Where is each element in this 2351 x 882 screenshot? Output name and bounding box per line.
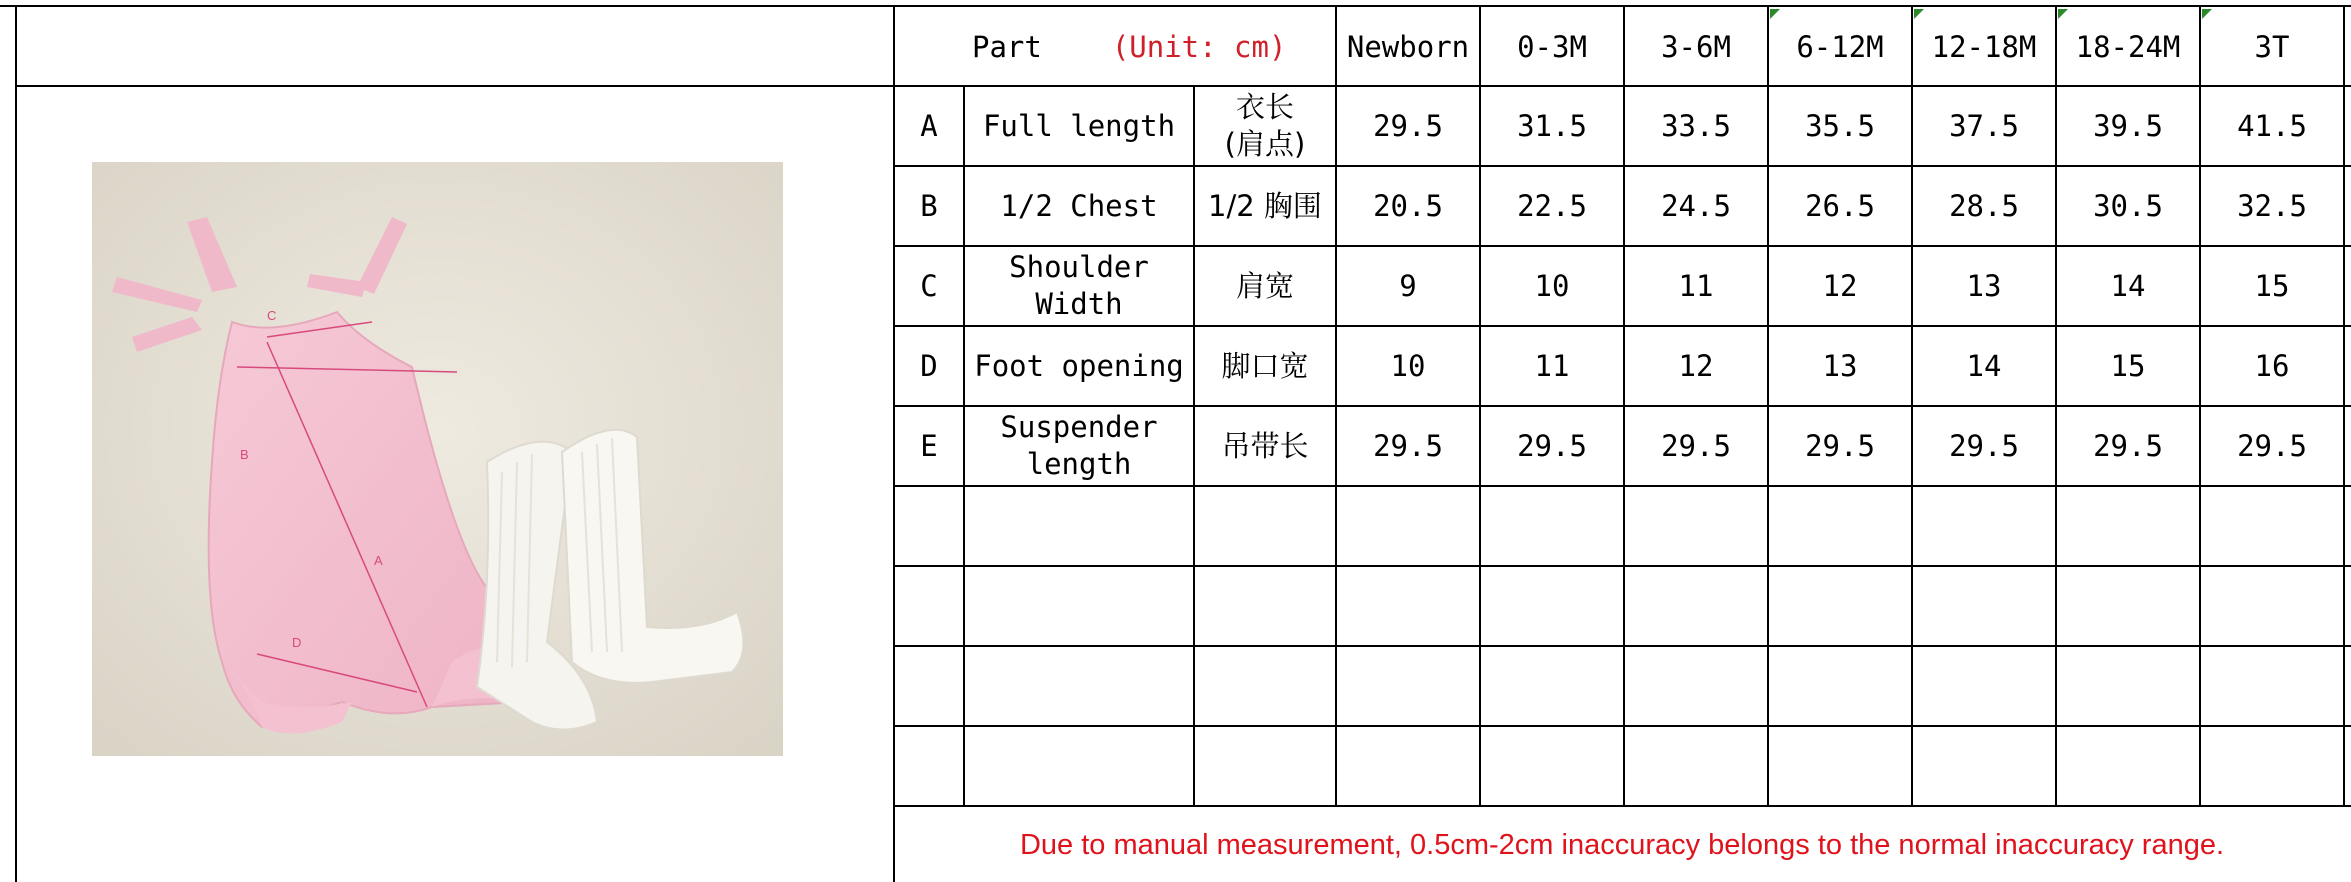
size-value-cell: 15 bbox=[2110, 348, 2146, 383]
grid-line bbox=[1623, 5, 1625, 807]
header-unit-label: (Unit: cm) bbox=[1111, 30, 1287, 64]
size-value-cell: 29.5 bbox=[1373, 108, 1443, 143]
size-value-cell: 20.5 bbox=[1373, 188, 1443, 223]
header-size-12-18m: 12-18M bbox=[1931, 29, 2037, 64]
size-value-cell: 33.5 bbox=[1661, 108, 1731, 143]
row-part-en: Foot opening bbox=[974, 348, 1184, 383]
header-part-label: Part bbox=[972, 30, 1042, 64]
product-photo bbox=[92, 162, 783, 756]
grid-line bbox=[1193, 85, 1195, 807]
row-part-en: Shoulder Width bbox=[1009, 250, 1149, 321]
size-value-cell: 12 bbox=[1678, 348, 1714, 383]
size-value-cell: 29.5 bbox=[2093, 428, 2163, 463]
cell-comment-marker bbox=[2202, 9, 2212, 19]
size-value-cell: 29.5 bbox=[1373, 428, 1443, 463]
size-value-cell: 11 bbox=[1678, 268, 1714, 303]
grid-line bbox=[893, 565, 2351, 567]
size-value-cell: 31.5 bbox=[1517, 108, 1587, 143]
cell-comment-marker bbox=[1914, 9, 1924, 19]
grid-line bbox=[893, 405, 2351, 407]
row-part-en: Suspender length bbox=[1000, 410, 1158, 481]
header-size-0-3m: 0-3M bbox=[1517, 29, 1587, 64]
grid-line bbox=[893, 5, 895, 882]
cell-comment-marker bbox=[1770, 9, 1780, 19]
grid-line bbox=[1335, 5, 1337, 807]
size-value-cell: 28.5 bbox=[1949, 188, 2019, 223]
header-size-3t: 3T bbox=[2254, 29, 2290, 64]
grid-line bbox=[2055, 5, 2057, 807]
size-value-cell: 41.5 bbox=[2237, 108, 2307, 143]
size-value-cell: 24.5 bbox=[1661, 188, 1731, 223]
size-value-cell: 37.5 bbox=[1949, 108, 2019, 143]
row-code: A bbox=[920, 108, 938, 143]
grid-top-line bbox=[0, 5, 2351, 7]
grid-line bbox=[1911, 5, 1913, 807]
grid-line bbox=[1479, 5, 1481, 807]
size-value-cell: 15 bbox=[2254, 268, 2290, 303]
grid-line bbox=[893, 645, 2351, 647]
label-a: A bbox=[374, 553, 383, 568]
row-part-zh: 吊带长 bbox=[1221, 428, 1309, 463]
size-value-cell: 13 bbox=[1822, 348, 1858, 383]
header-size-newborn: Newborn bbox=[1346, 29, 1470, 64]
size-value-cell: 14 bbox=[1966, 348, 2002, 383]
row-code: E bbox=[920, 428, 938, 463]
grid-line bbox=[963, 85, 965, 807]
size-value-cell: 29.5 bbox=[1949, 428, 2019, 463]
size-value-cell: 29.5 bbox=[1661, 428, 1731, 463]
size-value-cell: 35.5 bbox=[1805, 108, 1875, 143]
grid-line bbox=[2199, 5, 2201, 807]
cell-comment-marker bbox=[2058, 9, 2068, 19]
row-code: D bbox=[920, 348, 938, 383]
row-part-zh: 1/2 胸围 bbox=[1208, 188, 1322, 223]
grid-line bbox=[15, 5, 17, 882]
grid-line bbox=[1767, 5, 1769, 807]
size-value-cell: 9 bbox=[1399, 268, 1417, 303]
size-value-cell: 32.5 bbox=[2237, 188, 2307, 223]
grid-line bbox=[893, 805, 2351, 807]
row-part-en: Full length bbox=[982, 108, 1176, 143]
grid-line bbox=[2343, 5, 2345, 807]
grid-line bbox=[893, 165, 2351, 167]
grid-line bbox=[15, 85, 2351, 87]
size-value-cell: 30.5 bbox=[2093, 188, 2163, 223]
header-size-6-12m: 6-12M bbox=[1796, 29, 1884, 64]
size-value-cell: 10 bbox=[1534, 268, 1570, 303]
row-code: C bbox=[920, 268, 938, 303]
grid-line bbox=[893, 325, 2351, 327]
size-value-cell: 13 bbox=[1966, 268, 2002, 303]
size-value-cell: 16 bbox=[2254, 348, 2290, 383]
row-part-zh: 衣长 (肩点) bbox=[1224, 90, 1306, 161]
size-value-cell: 22.5 bbox=[1517, 188, 1587, 223]
grid-line bbox=[893, 485, 2351, 487]
size-value-cell: 29.5 bbox=[1517, 428, 1587, 463]
header-part bbox=[972, 8, 1334, 86]
label-c: C bbox=[267, 308, 277, 323]
row-part-en: 1/2 Chest bbox=[1000, 188, 1158, 223]
row-code: B bbox=[920, 188, 938, 223]
size-value-cell: 12 bbox=[1822, 268, 1858, 303]
row-part-zh: 脚口宽 bbox=[1221, 348, 1309, 383]
size-value-cell: 29.5 bbox=[1805, 428, 1875, 463]
grid-line bbox=[893, 245, 2351, 247]
size-value-cell: 29.5 bbox=[2237, 428, 2307, 463]
size-value-cell: 14 bbox=[2110, 268, 2146, 303]
row-part-zh: 肩宽 bbox=[1235, 268, 1294, 303]
size-value-cell: 26.5 bbox=[1805, 188, 1875, 223]
size-value-cell: 10 bbox=[1390, 348, 1426, 383]
grid-line bbox=[893, 725, 2351, 727]
size-value-cell: 39.5 bbox=[2093, 108, 2163, 143]
header-size-18-24m: 18-24M bbox=[2075, 29, 2181, 64]
size-value-cell: 11 bbox=[1534, 348, 1570, 383]
label-d: D bbox=[292, 635, 302, 650]
label-b: B bbox=[240, 447, 249, 462]
measurement-note: Due to manual measurement, 0.5cm-2cm inaccuracy belongs to the normal inaccuracy range. bbox=[1019, 828, 2225, 861]
header-size-3-6m: 3-6M bbox=[1661, 29, 1731, 64]
